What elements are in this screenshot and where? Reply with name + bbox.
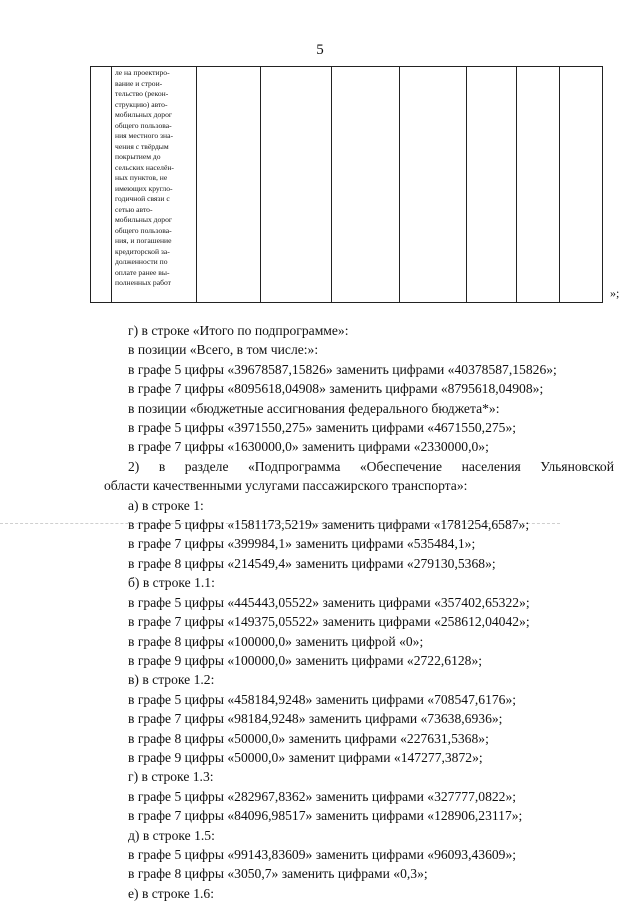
description-line: годичной связи с	[115, 194, 170, 203]
table-cell-description	[112, 67, 197, 303]
text-line: в графе 7 цифры «84096,98517» заменить цифрами «128906,23117»;	[128, 808, 523, 824]
text-line: в графе 5 цифры «3971550,275» заменить цифрами «4671550,275»;	[128, 420, 517, 436]
text-line: в графе 7 цифры «149375,05522» заменить цифрами «258612,04042»;	[128, 614, 530, 630]
row-description	[112, 67, 196, 289]
description-line: тельство (рекон-	[115, 89, 169, 98]
table-cell	[560, 67, 603, 303]
text-line: в графе 8 цифры «50000,0» заменить цифрами «227631,5368»;	[128, 730, 489, 746]
description-line: мобильных дорог	[115, 215, 173, 224]
description-line: общего пользова-	[115, 225, 172, 235]
closing-quote-mark: »;	[610, 286, 620, 300]
table-cell-number	[91, 67, 112, 303]
text-line: в графе 5 цифры «99143,83609» заменить цифрами «96093,43609»;	[128, 846, 517, 862]
text-line: в графе 5 цифры «1581173,5219» заменить цифрами «1781254,6587»;	[128, 517, 530, 533]
text-line: в графе 8 цифры «3050,7» заменить цифрами «0,3»;	[128, 866, 428, 882]
text-line: в графе 8 цифры «214549,4» заменить цифрами «279130,5368»;	[128, 555, 496, 571]
text-line: в позиции «бюджетные ассигнования федерального бюджета*»:	[128, 400, 500, 416]
text-line: в графе 7 цифры «1630000,0» заменить цифрами «2330000,0»;	[128, 439, 489, 455]
table-cell	[332, 67, 400, 303]
description-line: ных пунктов, не	[115, 173, 168, 182]
description-line: имеющих кругло-	[115, 183, 173, 193]
description-line: ле на проектиро-	[115, 68, 170, 77]
text-line: г) в строке 1.3:	[128, 769, 214, 785]
amendment-text	[104, 321, 614, 903]
text-line: в графе 9 цифры «100000,0» заменить цифрами «2722,6128»;	[128, 652, 483, 668]
table-cell	[517, 67, 560, 303]
page-number: 5	[316, 42, 324, 58]
table-cell	[261, 67, 332, 303]
text-line: е) в строке 1.6:	[128, 885, 214, 901]
description-line: долженности по	[115, 257, 168, 266]
text-line: в графе 7 цифры «8095618,04908» заменить цифрами «8795618,04908»;	[128, 381, 544, 397]
text-line: в графе 5 цифры «458184,9248» заменить цифрами «708547,6176»;	[128, 691, 517, 707]
description-line: общего пользова-	[115, 120, 172, 130]
description-line: оплате ранее вы-	[115, 267, 170, 277]
text-line: в графе 5 цифры «282967,8362» заменить цифрами «327777,0822»;	[128, 788, 517, 804]
description-line: сельских населён-	[115, 162, 174, 172]
text-line: г) в строке «Итого по подпрограмме»:	[128, 323, 349, 338]
table-row	[91, 67, 603, 303]
description-line: ния местного зна-	[115, 131, 174, 140]
table-cell	[400, 67, 467, 303]
text-line: а) в строке 1:	[128, 497, 204, 513]
text-line: в) в строке 1.2:	[128, 672, 215, 688]
text-line: в графе 7 цифры «98184,9248» заменить цифрами «73638,6936»;	[128, 711, 503, 727]
text-line: д) в строке 1.5:	[128, 827, 215, 843]
text-line: в графе 7 цифры «399984,1» заменить цифрами «535484,1»;	[128, 536, 476, 552]
description-line: кредиторской за-	[115, 246, 170, 256]
description-line: чения с твёрдым	[115, 141, 169, 151]
program-table-fragment	[90, 66, 603, 303]
table-cell	[197, 67, 261, 303]
description-line: мобильных дорог	[115, 110, 173, 119]
text-line: в графе 9 цифры «50000,0» заменит цифрами «147277,3872»;	[128, 749, 483, 765]
table-cell	[467, 67, 517, 303]
text-line: области качественными услугами пассажирского транспорта»:	[104, 478, 468, 494]
text-line: в графе 8 цифры «100000,0» заменить цифрой «0»;	[128, 633, 424, 649]
description-line: покрытием до	[115, 152, 161, 161]
text-line: в позиции «Всего, в том числе:»:	[128, 342, 319, 358]
description-line: сетью авто-	[115, 204, 153, 214]
text-line: 2) в разделе «Подпрограмма «Обеспечение населения Ульяновской	[128, 458, 614, 474]
text-line: в графе 5 цифры «39678587,15826» заменить цифрами «40378587,15826»;	[128, 361, 557, 377]
description-line: струкцию) авто-	[115, 99, 168, 109]
description-line: ния, и погашение	[115, 236, 172, 245]
description-line: полненных работ	[115, 278, 171, 287]
text-line: б) в строке 1.1:	[128, 575, 215, 591]
description-line: вание и строи-	[115, 78, 163, 88]
text-line: в графе 5 цифры «445443,05522» заменить цифрами «357402,65322»;	[128, 594, 530, 610]
